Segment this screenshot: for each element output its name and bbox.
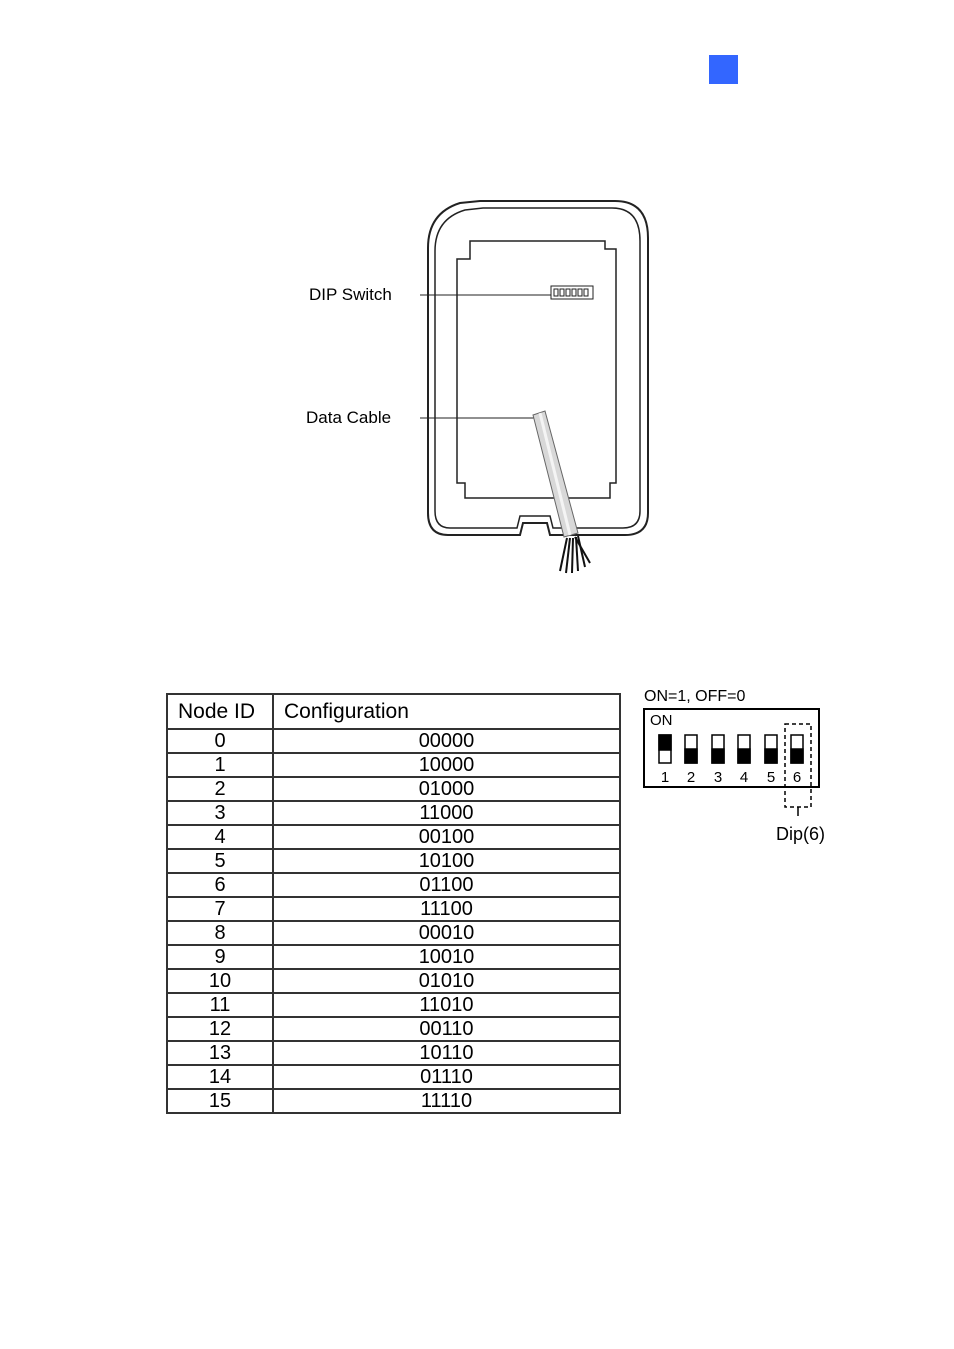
table-row: [167, 873, 620, 897]
node-id-cell: 5: [167, 849, 273, 873]
node-id-cell: 2: [167, 777, 273, 801]
node-id-cell: 4: [167, 825, 273, 849]
dip-switch-component: [551, 286, 593, 299]
table-row: [167, 729, 620, 753]
configuration-cell: 11110: [273, 1089, 620, 1113]
node-id-cell: 11: [167, 993, 273, 1017]
table-row: [167, 1041, 620, 1065]
table-row: [167, 921, 620, 945]
table-row: [167, 969, 620, 993]
dip-number-6: 6: [792, 769, 802, 786]
table-row: [167, 777, 620, 801]
table-row: [167, 897, 620, 921]
dip-caption: Dip(6): [776, 824, 826, 844]
node-id-cell: 7: [167, 897, 273, 921]
dip-number-1: 1: [660, 769, 670, 786]
table-row: [167, 1089, 620, 1113]
node-id-cell: 0: [167, 729, 273, 753]
configuration-cell: 01100: [273, 873, 620, 897]
configuration-cell: 10110: [273, 1041, 620, 1065]
node-id-cell: 1: [167, 753, 273, 777]
configuration-cell: 00010: [273, 921, 620, 945]
configuration-cell: 10010: [273, 945, 620, 969]
node-id-cell: 8: [167, 921, 273, 945]
page-corner-marker: [709, 55, 738, 84]
node-id-cell: 12: [167, 1017, 273, 1041]
dip-number-2: 2: [686, 769, 696, 786]
dip-legend: ON=1, OFF=0: [644, 688, 746, 705]
configuration-cell: 10000: [273, 753, 620, 777]
table-header-row: [167, 694, 620, 729]
table-row: [167, 849, 620, 873]
node-id-cell: 9: [167, 945, 273, 969]
configuration-cell: 01110: [273, 1065, 620, 1089]
node-id-table: [166, 693, 621, 1114]
table-row: [167, 825, 620, 849]
node-id-cell: 14: [167, 1065, 273, 1089]
node-id-cell: 15: [167, 1089, 273, 1113]
node-id-cell: 6: [167, 873, 273, 897]
dip-switch-diagram: [640, 706, 830, 816]
configuration-cell: 11010: [273, 993, 620, 1017]
table-row: [167, 1065, 620, 1089]
data-cable: [533, 411, 590, 573]
table-row: [167, 945, 620, 969]
node-id-cell: 3: [167, 801, 273, 825]
configuration-cell: 00000: [273, 729, 620, 753]
dip-number-4: 4: [739, 769, 749, 786]
table-row: [167, 801, 620, 825]
configuration-cell: 10100: [273, 849, 620, 873]
dip-on-label: ON: [650, 712, 673, 729]
configuration-cell: 11100: [273, 897, 620, 921]
configuration-cell: 01000: [273, 777, 620, 801]
dip-switch-label: DIP Switch: [309, 285, 392, 304]
configuration-cell: 00110: [273, 1017, 620, 1041]
dip-number-5: 5: [766, 769, 776, 786]
table-row: [167, 753, 620, 777]
table-row: [167, 993, 620, 1017]
device-illustration: [420, 193, 660, 583]
header-node-id: Node ID: [167, 694, 273, 729]
configuration-cell: 00100: [273, 825, 620, 849]
node-id-cell: 10: [167, 969, 273, 993]
node-id-cell: 13: [167, 1041, 273, 1065]
configuration-cell: 01010: [273, 969, 620, 993]
configuration-cell: 11000: [273, 801, 620, 825]
table-row: [167, 1017, 620, 1041]
dip-number-3: 3: [713, 769, 723, 786]
data-cable-label: Data Cable: [306, 408, 392, 427]
header-configuration: Configuration: [273, 694, 620, 729]
